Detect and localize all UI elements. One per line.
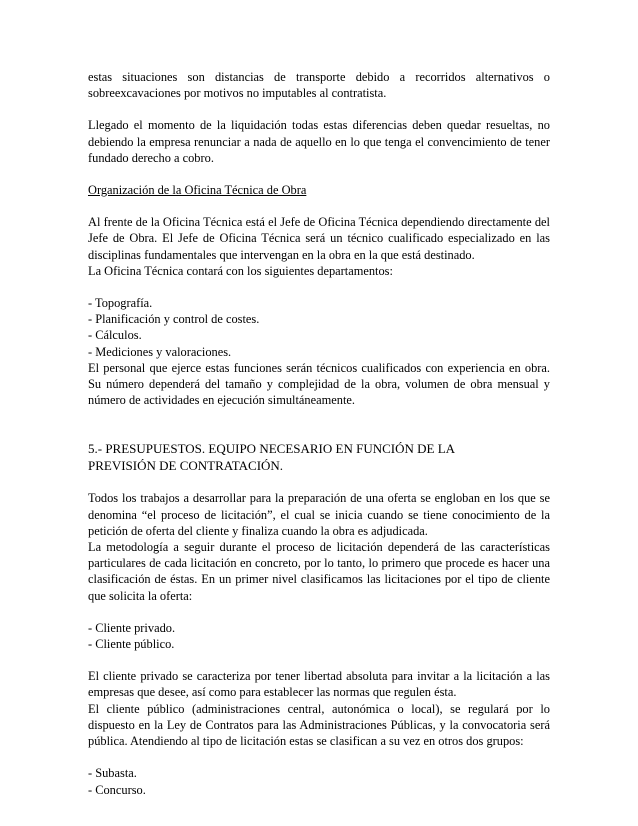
list-item: - Topografía. bbox=[88, 296, 153, 311]
paragraph: El personal que ejerce estas funciones serán técnicos cualificados con experiencia en obra. Su número dependerá del tamaño y complejidad de la obra, volumen de obra mensual y número de actividades en ejecución simultáneamente. bbox=[88, 360, 550, 408]
list-item: - Subasta. bbox=[88, 766, 137, 781]
paragraph: La Oficina Técnica contará con los siguientes departamentos: bbox=[88, 263, 393, 278]
document-page bbox=[88, 69, 550, 798]
list-item: - Mediciones y valoraciones. bbox=[88, 344, 232, 359]
list-item: - Cliente público. bbox=[88, 637, 175, 652]
section-heading: 5.- PRESUPUESTOS. EQUIPO NECESARIO EN FUNCIÓN DE LA bbox=[88, 441, 456, 457]
paragraph: estas situaciones son distancias de transporte debido a recorridos alternativos o sobreexcavaciones por motivos no imputables al contratista. bbox=[88, 70, 550, 101]
list-item: - Concurso. bbox=[88, 782, 146, 797]
paragraph: Todos los trabajos a desarrollar para la preparación de una oferta se engloban en los que se denomina “el proceso de licitación”, el cual se inicia cuando se tiene conocimiento de la petición de oferta del cliente y finaliza cuando la obra es adjudicada. bbox=[88, 491, 550, 538]
paragraph: El cliente privado se caracteriza por tener libertad absoluta para invitar a la licitación a las empresas que desee, así como para establecer las normas que regulen ésta. bbox=[88, 669, 550, 700]
list-item: - Cliente privado. bbox=[88, 620, 176, 635]
paragraph: Llegado el momento de la liquidación todas estas diferencias deben quedar resueltas, no debiendo la empresa renunciar a nada de aquello en lo que tenga el convencimiento de tener fundado derecho a cobro. bbox=[88, 118, 550, 165]
paragraph: Al frente de la Oficina Técnica está el Jefe de Oficina Técnica dependiendo directamente del Jefe de Obra. El Jefe de Oficina Técnica será un técnico cualificado especializado en las disciplinas fundamentales que intervengan en la obra en la que está destinado. bbox=[88, 215, 550, 262]
list-item: - Planificación y control de costes. bbox=[88, 312, 260, 327]
paragraph: El cliente público (administraciones central, autonómica o local), se regulará por lo dispuesto en la Ley de Contratos para las Administraciones Públicas, y la convocatoria será pública. Atendiendo al tipo de licitación estas se clasifican a su vez en otros dos grupos: bbox=[88, 701, 550, 749]
section-heading: PREVISIÓN DE CONTRATACIÓN. bbox=[88, 458, 284, 474]
paragraph: La metodología a seguir durante el proceso de licitación dependerá de las características particulares de cada licitación en concreto, por lo tanto, lo primero que procede es hacer una clasificación de éstas. En un primer nivel clasificamos las licitaciones por el tipo de cliente que solicita la oferta: bbox=[88, 540, 550, 603]
list-item: - Cálculos. bbox=[88, 328, 142, 343]
subsection-title: Organización de la Oficina Técnica de Obra bbox=[88, 183, 307, 198]
